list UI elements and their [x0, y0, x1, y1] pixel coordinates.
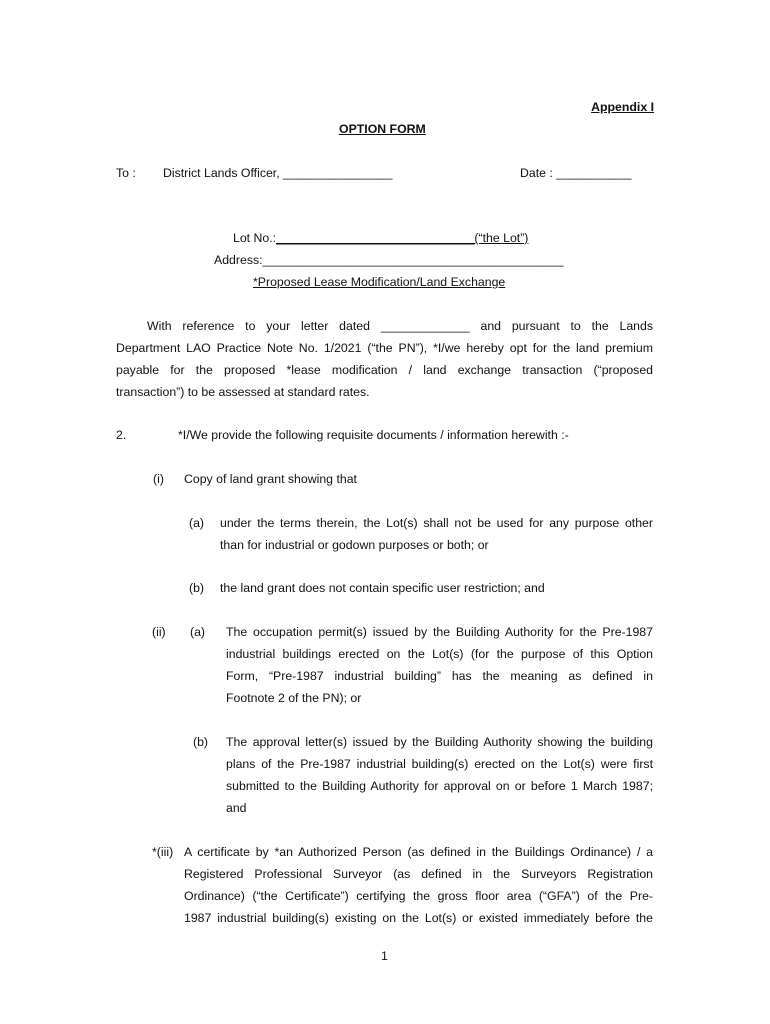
- item-ii-b-line4: and: [226, 801, 247, 815]
- page-number: 1: [381, 949, 388, 963]
- lot-blank: _____________________________: [276, 231, 475, 245]
- lot-label: Lot No.:: [233, 231, 277, 245]
- item-iii-line1: A certificate by *an Authorized Person (as defined in the Buildings Ordinance) / a: [184, 845, 653, 859]
- item-i-a-line2: than for industrial or godown purposes or both; or: [220, 538, 489, 552]
- address-label: Address:: [214, 253, 263, 267]
- para1-line3: payable for the proposed *lease modification / land exchange transaction (“proposed: [116, 363, 653, 377]
- item-ii-b-line1: The approval letter(s) issued by the Building Authority showing the building: [226, 735, 653, 749]
- item-ii-a-line1: The occupation permit(s) issued by the Building Authority for the Pre-1987: [226, 625, 653, 639]
- item-ii-a-line3: Form, “Pre-1987 industrial building” has the meaning as defined in: [226, 669, 653, 683]
- date-field: Date : ___________: [520, 166, 632, 180]
- item-iii-number: *(iii): [152, 845, 174, 859]
- lot-line: [233, 231, 528, 245]
- para1-line4: transaction”) to be assessed at standard rates.: [116, 385, 370, 399]
- item2-number: 2.: [116, 428, 127, 442]
- address-blank: ____________________________________________: [262, 253, 564, 267]
- item-ii-number: (ii): [152, 625, 166, 639]
- item-ii-b-line3: submitted to the Building Authority for approval on or before 1 March 1987;: [226, 779, 653, 793]
- item-i-a-label: (a): [189, 516, 205, 530]
- item-iii-line4: 1987 industrial building(s) existing on the Lot(s) or existed immediately before the: [184, 911, 653, 925]
- address-line: [214, 253, 563, 267]
- item-i-text: Copy of land grant showing that: [184, 472, 357, 486]
- para1-line1: With reference to your letter dated _____________ and pursuant to the Lands: [147, 319, 653, 333]
- item-ii-b-line2: plans of the Pre-1987 industrial building(s) erected on the Lot(s) were first: [226, 757, 653, 771]
- item-i-b-label: (b): [189, 581, 205, 595]
- to-value: District Lands Officer, ________________: [163, 166, 393, 180]
- item-ii-a-label: (a): [190, 625, 206, 639]
- item-ii-a-line2: industrial buildings erected on the Lot(s) (for the purpose of this Option: [226, 647, 653, 661]
- item-iii-line2: Registered Professional Surveyor (as defined in the Surveyors Registration: [184, 867, 653, 881]
- appendix-label: Appendix I: [591, 100, 654, 114]
- para1-line2: Department LAO Practice Note No. 1/2021 (“the PN”), *I/we hereby opt for the land premium: [116, 341, 653, 355]
- lot-suffix: (“the Lot”): [474, 231, 529, 245]
- item-i-number: (i): [153, 472, 164, 486]
- form-title: OPTION FORM: [339, 122, 426, 136]
- to-label: To :: [116, 166, 136, 180]
- item-i-a-line1: under the terms therein, the Lot(s) shall not be used for any purpose other: [220, 516, 653, 530]
- item-ii-a-line4: Footnote 2 of the PN); or: [226, 691, 362, 705]
- item2-text: *I/We provide the following requisite documents / information herewith :-: [178, 428, 569, 442]
- subject-line: *Proposed Lease Modification/Land Exchange: [253, 275, 506, 289]
- item-ii-b-label: (b): [193, 735, 209, 749]
- item-i-b-line1: the land grant does not contain specific user restriction; and: [220, 581, 545, 595]
- item-iii-line3: Ordinance) (“the Certificate”) certifying the gross floor area (“GFA”) of the Pre-: [184, 889, 653, 903]
